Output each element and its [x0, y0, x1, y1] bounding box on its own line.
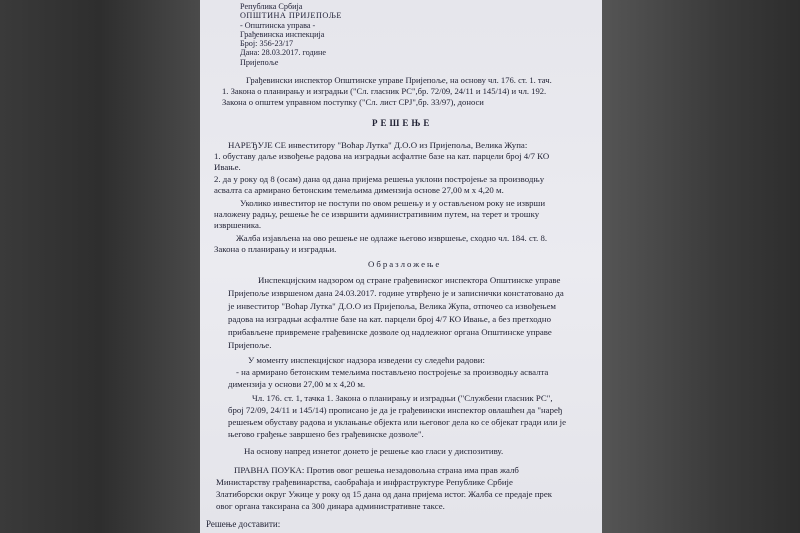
reasoning-line: радова на изградњи асфалтне базе на кат. парцели број 4/7 КО Ивање, а без претходно: [228, 314, 552, 324]
decision-line: наложену радњу, решење ће се извршити административним путем, на терет и трошку: [214, 209, 540, 219]
header-number: Број: 356-23/17: [240, 39, 294, 48]
intro-line: 1. Закона о планирању и изградњи ("Сл. гласник РС",бр. 72/09, 24/11 и 145/14) и чл. 192.: [222, 86, 547, 96]
legal-line: Министарству грађевинарства, саобраћаја и инфраструктуре Републике Србије: [216, 477, 513, 487]
header-country: Република Србија: [240, 2, 303, 11]
legal-line: ПРАВНА ПОУКА: Против овог решења незадовољна страна има прав жалб: [234, 465, 519, 475]
reasoning-title: Образложење: [368, 259, 442, 269]
reasoning-line: број 72/09, 24/11 и 145/14) прописано је да је грађевински инспектор овлашћен да "наређ: [228, 405, 563, 415]
reasoning-line: димензија у основи 27,00 м х 4,20 м.: [228, 379, 366, 389]
decision-line: извршеника.: [214, 220, 262, 230]
reasoning-line: Пријепоље извршеном дана 24.03.2017. године утврђено је и записнички констатовано да: [228, 288, 564, 298]
legal-line: овог органа таксирана са 300 динара административне таксе.: [216, 501, 445, 511]
header-administration: - Општинска управа -: [240, 21, 316, 30]
reasoning-line: решењем обуставу радова и уклањање објекта или његовог дела ко се објекат гради или је: [228, 417, 567, 427]
decision-line: Закона о планирању и изградњи.: [214, 244, 337, 254]
decision-line: Уколико инвеститор не поступи по овом решењу и у остављеном року не изврши: [240, 198, 546, 208]
reasoning-line: Чл. 176. ст. 1, тачка 1. Закона о планирању и изградњи ("Службени гласник РС",: [252, 393, 553, 403]
reasoning-line: његово грађење завршено без грађевинске дозволе".: [228, 429, 424, 439]
reasoning-line: Пријепоље.: [228, 340, 272, 350]
reasoning-line: - на армирано бетонским темељима постављено постројење за производњу асвалта: [236, 367, 549, 377]
decision-line: НАРЕЂУЈЕ СЕ инвеститору "Воћар Лутка" Д.О.О из Пријепоља, Велика Жупа:: [228, 140, 528, 150]
intro-line: Грађевински инспектор Општинске управе Пријепоље, на основу чл. 176. ст. 1. тач.: [246, 75, 552, 85]
header-municipality: ОПШТИНА ПРИЈЕПОЉЕ: [240, 11, 342, 20]
legal-line: Златиборски округ Ужице у року од 15 дана од дана пријема истог. Жалба се предаје прек: [216, 489, 553, 499]
header-department: Грађевинска инспекција: [240, 30, 325, 39]
decision-line: 1. обуставу даље извођење радова на изградњи асфалтне базе на кат. парцели број 4/7 КО: [214, 151, 550, 161]
document-page: [200, 0, 602, 533]
background-right: [602, 0, 800, 533]
decision-line: асвалта са армирано бетонским темељима димензија основе 27,00 м х 4,20 м.: [214, 185, 504, 195]
reasoning-line: У моменту инспекцијског надзора изведени су следећи радови:: [248, 355, 485, 365]
delivery-label: Решење доставити:: [206, 519, 281, 529]
header-date: Дана: 28.03.2017. године: [240, 48, 327, 57]
reasoning-line: је инвеститор "Воћар Лутка" Д.О.О из Пријепоља, Велика Жупа, отпочео са извођењем: [228, 301, 556, 311]
document-title: РЕШЕЊЕ: [372, 118, 433, 128]
background-left: [0, 0, 200, 533]
reasoning-line: На основу напред изнетог донето је решење као гласи у диспозитиву.: [244, 446, 504, 456]
decision-line: Жалба изјављена на ово решење не одлаже његово извршење, сходно чл. 184. ст. 8.: [236, 233, 548, 243]
reasoning-line: Инспекцијским надзором од стране грађевинског инспектора Општинске управе: [258, 275, 561, 285]
decision-line: 2. да у року од 8 (осам) дана од дана пријема решења уклони постројење за производњу: [214, 174, 545, 184]
decision-line: Ивање.: [214, 162, 241, 172]
reasoning-line: прибављене привремене грађевинске дозволе од надлежног органа Општинске управе: [228, 327, 552, 337]
intro-line: Закона о општем управном поступку ("Сл. лист СРЈ",бр. 33/97), доноси: [222, 97, 484, 107]
header-place: Пријепоље: [240, 58, 279, 67]
